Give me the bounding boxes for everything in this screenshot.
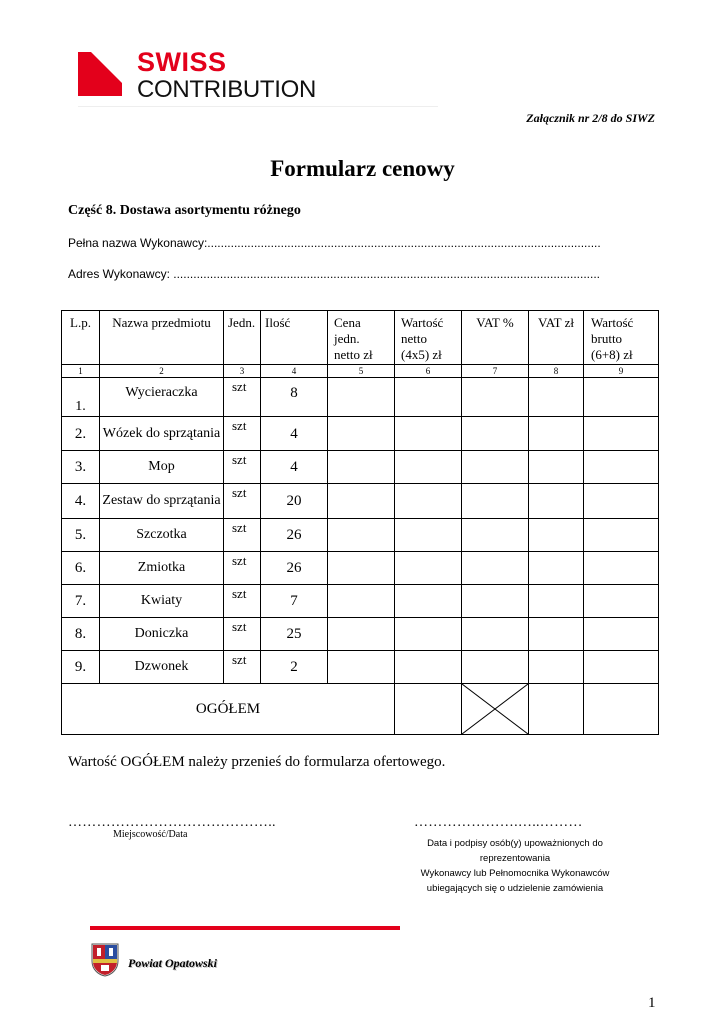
signature-caption-line: reprezentowania [479, 853, 551, 864]
item-name: Mop [100, 451, 224, 484]
row-number: 8. [62, 618, 100, 651]
row-number: 7. [62, 585, 100, 618]
net-value-cell[interactable] [395, 417, 462, 451]
item-name: Zestaw do sprzątania [100, 484, 224, 519]
gross-value-cell[interactable] [584, 651, 659, 684]
item-unit: szt [224, 451, 261, 484]
price-cell[interactable] [328, 484, 395, 519]
header-cell: Wartość netto (4x5) zł [395, 311, 462, 365]
price-cell[interactable] [328, 618, 395, 651]
gross-value-cell[interactable] [584, 451, 659, 484]
header-cell: Ilość [261, 311, 328, 365]
vat-amount-cell[interactable] [529, 378, 584, 417]
item-unit: szt [224, 519, 261, 552]
page-title: Formularz cenowy [270, 156, 455, 181]
item-quantity: 8 [261, 378, 328, 417]
row-number: 3. [62, 451, 100, 484]
gross-value-cell[interactable] [584, 618, 659, 651]
logo-line-2: CONTRIBUTION [137, 76, 317, 103]
column-number: 5 [328, 365, 395, 378]
net-value-cell[interactable] [395, 618, 462, 651]
table-row [62, 417, 659, 451]
item-quantity: 7 [261, 585, 328, 618]
net-value-cell[interactable] [395, 484, 462, 519]
item-quantity: 4 [261, 451, 328, 484]
column-number: 9 [584, 365, 659, 378]
vat-percent-cell[interactable] [462, 451, 529, 484]
item-quantity: 2 [261, 651, 328, 684]
vat-percent-cell[interactable] [462, 651, 529, 684]
gross-value-cell[interactable] [584, 378, 659, 417]
table-row [62, 552, 659, 585]
column-number: 8 [529, 365, 584, 378]
signature-caption [404, 836, 626, 896]
table-row [62, 378, 659, 417]
logo-line-1: SWISS [137, 47, 227, 77]
item-quantity: 26 [261, 552, 328, 585]
net-value-cell[interactable] [395, 552, 462, 585]
item-unit: szt [224, 378, 261, 417]
header-cell: Cena jedn. netto zł [328, 311, 395, 365]
total-vat-amount-cell[interactable] [529, 684, 584, 735]
total-gross-value-cell[interactable] [584, 684, 659, 735]
header-cell: Wartość brutto (6+8) zł [584, 311, 659, 365]
part-heading: Część 8. Dostawa asortymentu różnego [68, 203, 301, 218]
item-name: Doniczka [100, 618, 224, 651]
item-unit: szt [224, 651, 261, 684]
header-cell: Jedn. [224, 311, 261, 365]
price-cell[interactable] [328, 519, 395, 552]
price-table [61, 310, 659, 735]
place-date-label: Miejscowość/Data [113, 829, 188, 840]
vat-amount-cell[interactable] [529, 451, 584, 484]
county-crest-icon [91, 943, 119, 977]
net-value-cell[interactable] [395, 451, 462, 484]
column-number: 2 [100, 365, 224, 378]
item-unit: szt [224, 585, 261, 618]
contractor-address-field: Adres Wykonawcy: ................................................................................................................................ [68, 267, 601, 281]
signature-line: ………………….…..……… [414, 815, 583, 830]
column-number: 4 [261, 365, 328, 378]
table-header-row [62, 311, 659, 365]
header-cell: VAT zł [529, 311, 584, 365]
item-unit: szt [224, 484, 261, 519]
signature-caption-line: ubiegających się o udzielenie zamówienia [426, 883, 604, 894]
vat-percent-cell[interactable] [462, 552, 529, 585]
item-name: Zmiotka [100, 552, 224, 585]
column-number: 1 [62, 365, 100, 378]
column-number: 7 [462, 365, 529, 378]
table-row [62, 484, 659, 519]
price-cell[interactable] [328, 417, 395, 451]
price-cell[interactable] [328, 451, 395, 484]
signature-caption-line: Data i podpisy osób(y) upoważnionych do [427, 838, 603, 849]
row-number: 6. [62, 552, 100, 585]
vat-percent-cell[interactable] [462, 378, 529, 417]
item-unit: szt [224, 417, 261, 451]
header-divider [78, 106, 438, 107]
row-number: 1. [62, 378, 100, 417]
page-number: 1 [648, 995, 656, 1011]
logo-mark-icon [78, 52, 122, 96]
column-number: 3 [224, 365, 261, 378]
gross-value-cell[interactable] [584, 519, 659, 552]
vat-amount-cell[interactable] [529, 585, 584, 618]
vat-percent-cell[interactable] [462, 618, 529, 651]
price-cell[interactable] [328, 552, 395, 585]
total-row [62, 684, 659, 735]
vat-amount-cell[interactable] [529, 618, 584, 651]
row-number: 2. [62, 417, 100, 451]
table-row [62, 451, 659, 484]
table-row [62, 651, 659, 684]
item-quantity: 4 [261, 417, 328, 451]
cross-out-icon [462, 684, 528, 734]
net-value-cell[interactable] [395, 519, 462, 552]
total-net-value-cell[interactable] [395, 684, 462, 735]
vat-percent-cell[interactable] [462, 484, 529, 519]
item-name: Kwiaty [100, 585, 224, 618]
vat-amount-cell[interactable] [529, 552, 584, 585]
header-cell: Nazwa przedmiotu [100, 311, 224, 365]
row-number: 4. [62, 484, 100, 519]
annex-label: Załącznik nr 2/8 do SIWZ [526, 111, 655, 125]
net-value-cell[interactable] [395, 378, 462, 417]
vat-amount-cell[interactable] [529, 484, 584, 519]
price-cell[interactable] [328, 378, 395, 417]
net-value-cell[interactable] [395, 651, 462, 684]
table-row [62, 618, 659, 651]
row-number: 9. [62, 651, 100, 684]
header-cell: L.p. [62, 311, 100, 365]
vat-amount-cell[interactable] [529, 417, 584, 451]
vat-percent-cell[interactable] [462, 585, 529, 618]
crossed-out-cell [462, 684, 529, 735]
gross-value-cell[interactable] [584, 484, 659, 519]
signature-caption-line: Wykonawcy lub Pełnomocnika Wykonawców [420, 868, 610, 879]
county-name: Powiat Opatowski [128, 956, 218, 970]
swiss-contribution-logo [78, 44, 318, 102]
net-value-cell[interactable] [395, 585, 462, 618]
gross-value-cell[interactable] [584, 585, 659, 618]
footer-accent-line [90, 926, 400, 930]
gross-value-cell[interactable] [584, 552, 659, 585]
item-name: Szczotka [100, 519, 224, 552]
column-number: 6 [395, 365, 462, 378]
gross-value-cell[interactable] [584, 417, 659, 451]
table-row [62, 519, 659, 552]
item-quantity: 26 [261, 519, 328, 552]
vat-amount-cell[interactable] [529, 519, 584, 552]
total-label: OGÓŁEM [62, 684, 395, 735]
vat-amount-cell[interactable] [529, 651, 584, 684]
item-name: Wycieraczka [100, 378, 224, 417]
vat-percent-cell[interactable] [462, 417, 529, 451]
price-cell[interactable] [328, 585, 395, 618]
place-date-line: …………………………………….. [68, 815, 276, 830]
item-unit: szt [224, 618, 261, 651]
item-quantity: 20 [261, 484, 328, 519]
item-name: Dzwonek [100, 651, 224, 684]
header-cell: VAT % [462, 311, 529, 365]
item-quantity: 25 [261, 618, 328, 651]
item-name: Wózek do sprzątania [100, 417, 224, 451]
price-cell[interactable] [328, 651, 395, 684]
vat-percent-cell[interactable] [462, 519, 529, 552]
column-number-row [62, 365, 659, 378]
row-number: 5. [62, 519, 100, 552]
table-row [62, 585, 659, 618]
transfer-note: Wartość OGÓŁEM należy przenieś do formularza ofertowego. [68, 754, 446, 770]
item-unit: szt [224, 552, 261, 585]
contractor-name-field: Pełna nazwa Wykonawcy:...................................................................................................................... [68, 236, 601, 250]
